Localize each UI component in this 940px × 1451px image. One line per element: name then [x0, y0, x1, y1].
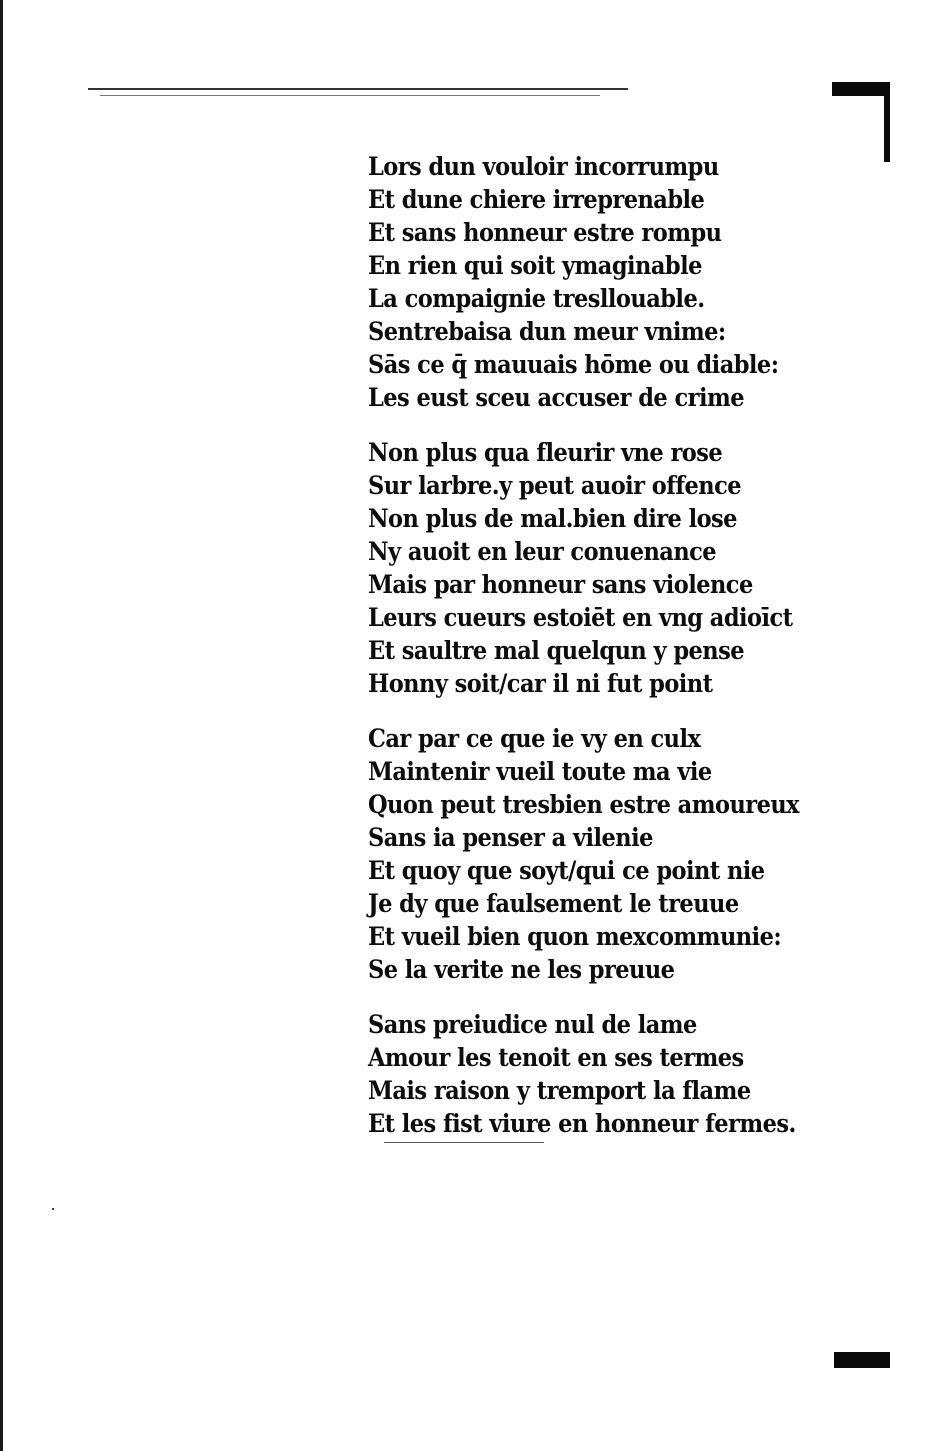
verse-line: Sans preiudice nul de lame	[368, 1010, 697, 1039]
verse-line: Honny soit/car il ni fut point	[368, 669, 713, 698]
verse-line: Amour les tenoit en ses termes	[368, 1043, 744, 1072]
ink-speck	[52, 1208, 54, 1210]
verse-line: Non plus de mal.bien dire lose	[368, 504, 737, 533]
closing-underline	[384, 1142, 544, 1143]
verse-line: Maintenir vueil toute ma vie	[368, 757, 712, 786]
stanza-3	[368, 722, 838, 986]
verse-line: Non plus qua fleurir vne rose	[368, 438, 723, 467]
corner-mark-top-tail	[884, 90, 890, 162]
verse-line: Lors dun vouloir incorrumpu	[368, 152, 719, 181]
verse-line: Je dy que faulsement le treuue	[368, 889, 739, 918]
verse-line: En rien qui soit ymaginable	[368, 251, 702, 280]
verse-line: La compaignie tresllouable.	[368, 284, 705, 313]
verse-line: Et quoy que soyt/qui ce point nie	[368, 856, 765, 885]
verse-line: Et dune chiere irreprenable	[368, 185, 705, 214]
verse-line: Ny auoit en leur conuenance	[368, 537, 717, 566]
verse-line: Et sans honneur estre rompu	[368, 218, 722, 247]
verse-line: Et vueil bien quon mexcommunie:	[368, 922, 782, 951]
stanza-2	[368, 436, 838, 700]
header-rule	[88, 88, 628, 90]
poem-text-block	[368, 150, 838, 1162]
page-edge-shadow	[0, 0, 3, 1451]
verse-line: Sās ce q̄ mauuais hōme ou diable:	[368, 350, 779, 379]
verse-line: Et saultre mal quelqun y pense	[368, 636, 745, 665]
verse-line: Et les fist viure en honneur fermes.	[368, 1109, 796, 1138]
verse-line: Quon peut tresbien estre amoureux	[368, 790, 800, 819]
verse-line: Sentrebaisa dun meur vnime:	[368, 317, 726, 346]
corner-mark-top	[832, 82, 890, 96]
verse-line: Sur larbre.y peut auoir offence	[368, 471, 742, 500]
verse-line: Mais par honneur sans violence	[368, 570, 753, 599]
verse-line: Se la verite ne les preuue	[368, 955, 675, 984]
verse-line: Car par ce que ie vy en culx	[368, 724, 701, 753]
stanza-4	[368, 1008, 838, 1140]
verse-line: Les eust sceu accuser de crime	[368, 383, 745, 412]
stanza-1	[368, 150, 838, 414]
verse-line: Mais raison y tremport la flame	[368, 1076, 751, 1105]
verse-line: Sans ia penser a vilenie	[368, 823, 653, 852]
corner-mark-bottom	[834, 1352, 890, 1368]
verse-line: Leurs cueurs estoiēt en vng adioīct	[368, 603, 793, 632]
header-rule-faint	[100, 95, 600, 96]
